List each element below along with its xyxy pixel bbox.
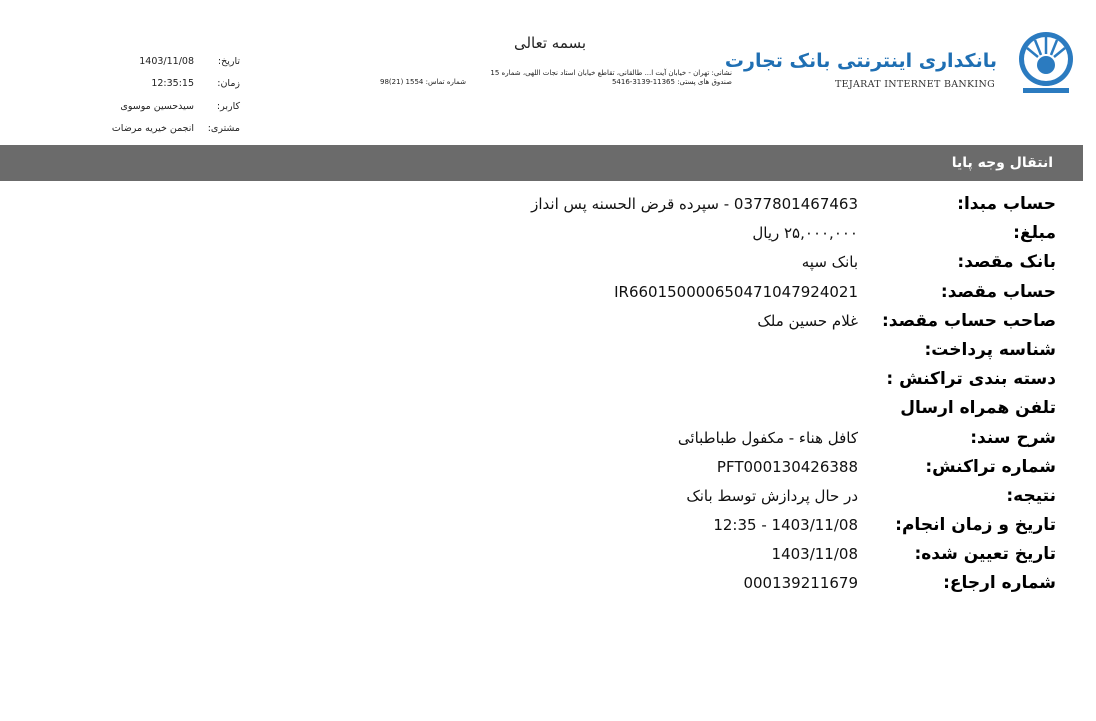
meta-value: سیدحسین موسوی <box>120 100 194 112</box>
detail-value: IR660150000650471047924021 <box>614 282 858 301</box>
meta-value: 1403/11/08 <box>139 55 194 67</box>
detail-label: شماره تراکنش: <box>925 456 1056 477</box>
detail-label: دسته بندی تراکنش : <box>886 369 1056 390</box>
meta-value: 12:35:15 <box>151 78 194 90</box>
detail-label: شماره ارجاع: <box>943 573 1056 594</box>
detail-label: شناسه پرداخت: <box>924 339 1056 360</box>
detail-row <box>0 278 1096 307</box>
detail-row <box>0 336 1096 365</box>
detail-label: حساب مبدا: <box>957 194 1056 214</box>
detail-value: 1403/11/08 - 12:35 <box>713 516 858 535</box>
detail-value: 000139211679 <box>743 574 858 593</box>
detail-value: غلام حسین ملک <box>757 311 858 330</box>
detail-label: تاریخ و زمان انجام: <box>895 515 1056 536</box>
meta-label: زمان: <box>217 78 240 90</box>
section-header-band <box>0 145 1083 181</box>
bank-logo <box>724 28 1077 102</box>
transaction-details <box>0 190 1096 599</box>
bank-address <box>380 69 732 87</box>
phone-number: شماره تماس: 1554 (21)98 <box>380 78 466 86</box>
detail-label: مبلغ: <box>1013 223 1056 244</box>
detail-row <box>0 424 1096 453</box>
contact-row <box>380 78 732 87</box>
detail-value: 0377801467463 - سپرده قرض الحسنه پس انداز <box>531 195 858 213</box>
meta-row-user <box>80 95 240 118</box>
detail-row <box>0 248 1096 277</box>
detail-row <box>0 453 1096 482</box>
detail-label: تاریخ تعیین شده: <box>914 544 1056 565</box>
detail-row <box>0 365 1096 394</box>
detail-row <box>0 219 1096 248</box>
detail-row <box>0 190 1096 219</box>
section-title: انتقال وجه پایا <box>951 155 1053 171</box>
po-box: صندوق های پستی: 11365-3139-5416 <box>611 78 732 86</box>
detail-value: 1403/11/08 <box>771 545 858 564</box>
detail-row <box>0 540 1096 569</box>
meta-label: کاربر: <box>216 100 240 112</box>
bank-name-en: TEJARAT INTERNET BANKING <box>835 79 995 90</box>
bank-name-fa: بانکداری اینترنتی بانک تجارت <box>724 50 997 72</box>
meta-label: تاریخ: <box>217 55 240 67</box>
detail-row <box>0 307 1096 336</box>
detail-label: صاحب حساب مقصد: <box>881 310 1056 331</box>
receipt-meta <box>80 50 240 140</box>
bank-emblem-icon <box>1015 28 1077 98</box>
detail-label: شرح سند: <box>970 427 1056 448</box>
detail-value: PFT000130426388 <box>716 457 858 476</box>
detail-value: در حال پردازش توسط بانک <box>686 486 858 505</box>
meta-value: انجمن خیریه مرضات <box>111 123 194 135</box>
detail-label: بانک مقصد: <box>957 252 1056 273</box>
detail-row <box>0 482 1096 511</box>
detail-row <box>0 394 1096 423</box>
detail-label: نتیجه: <box>1006 485 1056 506</box>
detail-row <box>0 511 1096 540</box>
detail-label: تلفن همراه ارسال <box>900 398 1056 419</box>
address-line: نشانی: تهران - خیابان آیت ا... طالقانی، تقاطع خیابان استاد نجات اللهی، شماره 15 <box>490 69 732 77</box>
header-bismillah: بسمه تعالی <box>513 34 587 52</box>
meta-row-time <box>80 73 240 96</box>
detail-value: بانک سپه <box>801 253 858 272</box>
meta-row-customer <box>80 118 240 141</box>
detail-row <box>0 569 1096 598</box>
detail-value: کافل هناء - مکفول طباطبائی <box>677 428 858 447</box>
meta-label: مشتری: <box>207 123 240 135</box>
meta-row-date <box>80 50 240 73</box>
detail-label: حساب مقصد: <box>940 281 1056 302</box>
detail-value: ۲۵,۰۰۰,۰۰۰ ریال <box>752 224 858 243</box>
